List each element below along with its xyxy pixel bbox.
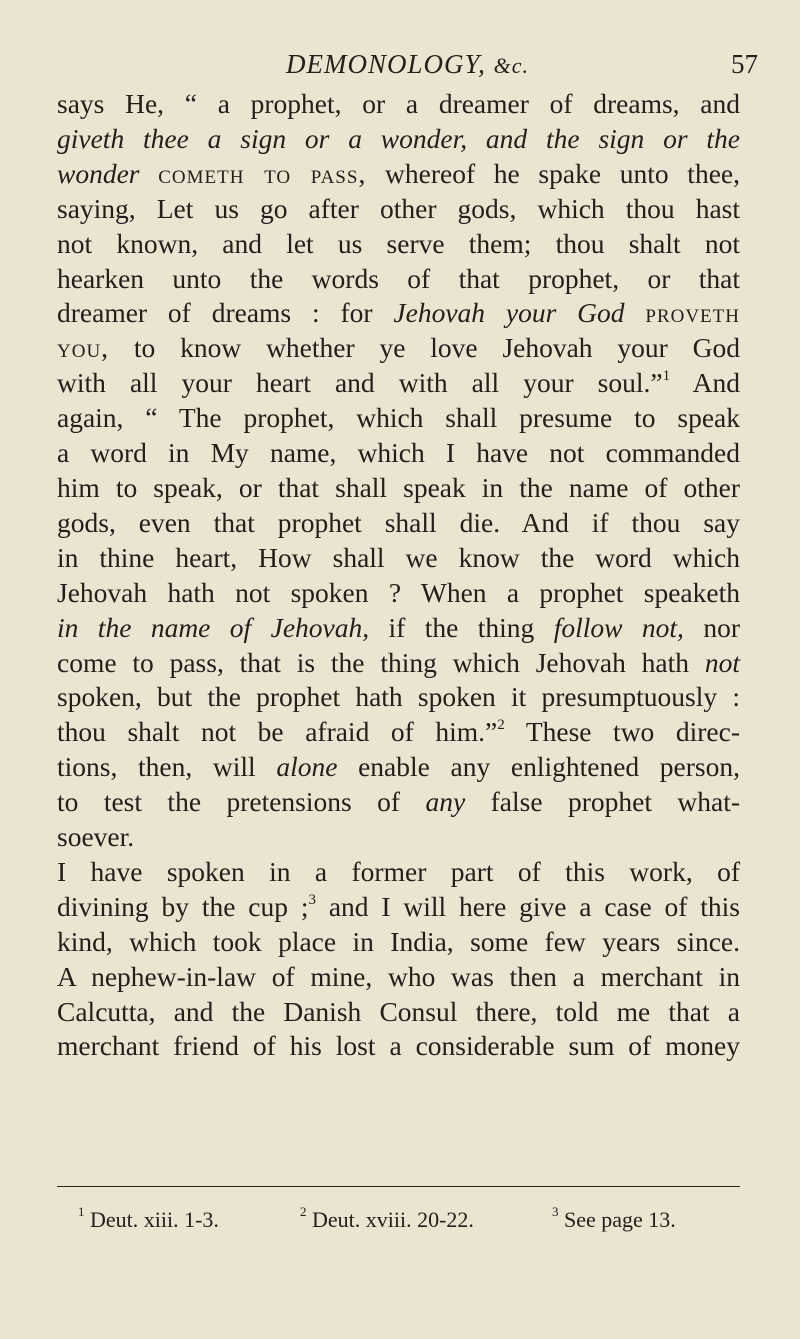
text-line: with all your heart and with all your soul.”$^1$ And — [57, 367, 740, 399]
text-line: you, to know whether ye love Jehovah your God — [57, 332, 740, 364]
running-head — [57, 44, 758, 84]
text-line: divining by the cup ;$^3$ and I will here give a case of this — [57, 890, 740, 922]
text-line: him to speak, or that shall speak in the name of other — [57, 471, 740, 503]
text-line: to test the pretensions of any false prophet what- — [57, 786, 741, 818]
text-line: gods, even that prophet shall die. And if thou say — [57, 506, 740, 538]
text-line: a word in My name, which I have not commanded — [57, 437, 740, 469]
footnote: $^2$ Deut. xviii. 20-22. — [300, 1203, 474, 1232]
text-line: dreamer of dreams : for Jehovah your God proveth — [57, 297, 740, 329]
text-line: says He, “ a prophet, or a dreamer of dreams, and — [57, 88, 740, 119]
footnote-ref: 2 — [497, 717, 505, 734]
running-title-suffix: &c. — [493, 53, 529, 78]
text-line: in thine heart, How shall we know the word which — [57, 541, 740, 573]
text-line: again, “ The prophet, which shall presume to speak — [57, 402, 740, 434]
text-line: thou shalt not be afraid of him.”$^2$ These two direc- — [57, 716, 740, 748]
text-line: merchant friend of his lost a considerable sum of money — [57, 1030, 740, 1062]
footnote-ref: 1 — [662, 368, 671, 385]
text-line: come to pass, that is the thing which Jehovah hath not — [57, 646, 740, 678]
text-line: Calcutta, and the Danish Consul there, told me that a — [57, 995, 740, 1027]
text-line: spoken, but the prophet hath spoken it presumptuously : — [57, 681, 740, 713]
running-title — [57, 44, 758, 86]
footnote-divider — [57, 1186, 740, 1187]
footnotes — [78, 1205, 718, 1235]
text-line: soever. — [57, 821, 135, 853]
text-line: Jehovah hath not spoken ? When a prophet speaketh — [57, 576, 740, 608]
text-line: tions, then, will alone enable any enlightened person, — [57, 751, 740, 783]
text-line: not known, and let us serve them; thou shalt not — [57, 227, 740, 259]
text-line: I have spoken in a former part of this work, of — [57, 855, 740, 887]
running-title-text: DEMONOLOGY, — [286, 49, 486, 79]
footnote-ref: 3 — [308, 891, 316, 908]
body-text — [57, 87, 740, 1064]
text-line: hearken unto the words of that prophet, or that — [57, 262, 740, 294]
footnote: $^3$ See page 13. — [552, 1203, 676, 1232]
footnote: $^1$ Deut. xiii. 1-3. — [78, 1203, 219, 1232]
text-line: wonder cometh to pass, whereof he spake unto thee, — [57, 157, 740, 189]
text-line: A nephew-in-law of mine, who was then a merchant in — [57, 960, 740, 992]
text-line: saying, Let us go after other gods, which thou hast — [57, 192, 740, 224]
text-line: in the name of Jehovah, if the thing follow not, nor — [57, 611, 741, 643]
text-line: giveth thee a sign or a wonder, and the sign or the — [57, 122, 740, 154]
text-line: kind, which took place in India, some few years since. — [57, 925, 740, 957]
page-number: 57 — [731, 49, 758, 79]
